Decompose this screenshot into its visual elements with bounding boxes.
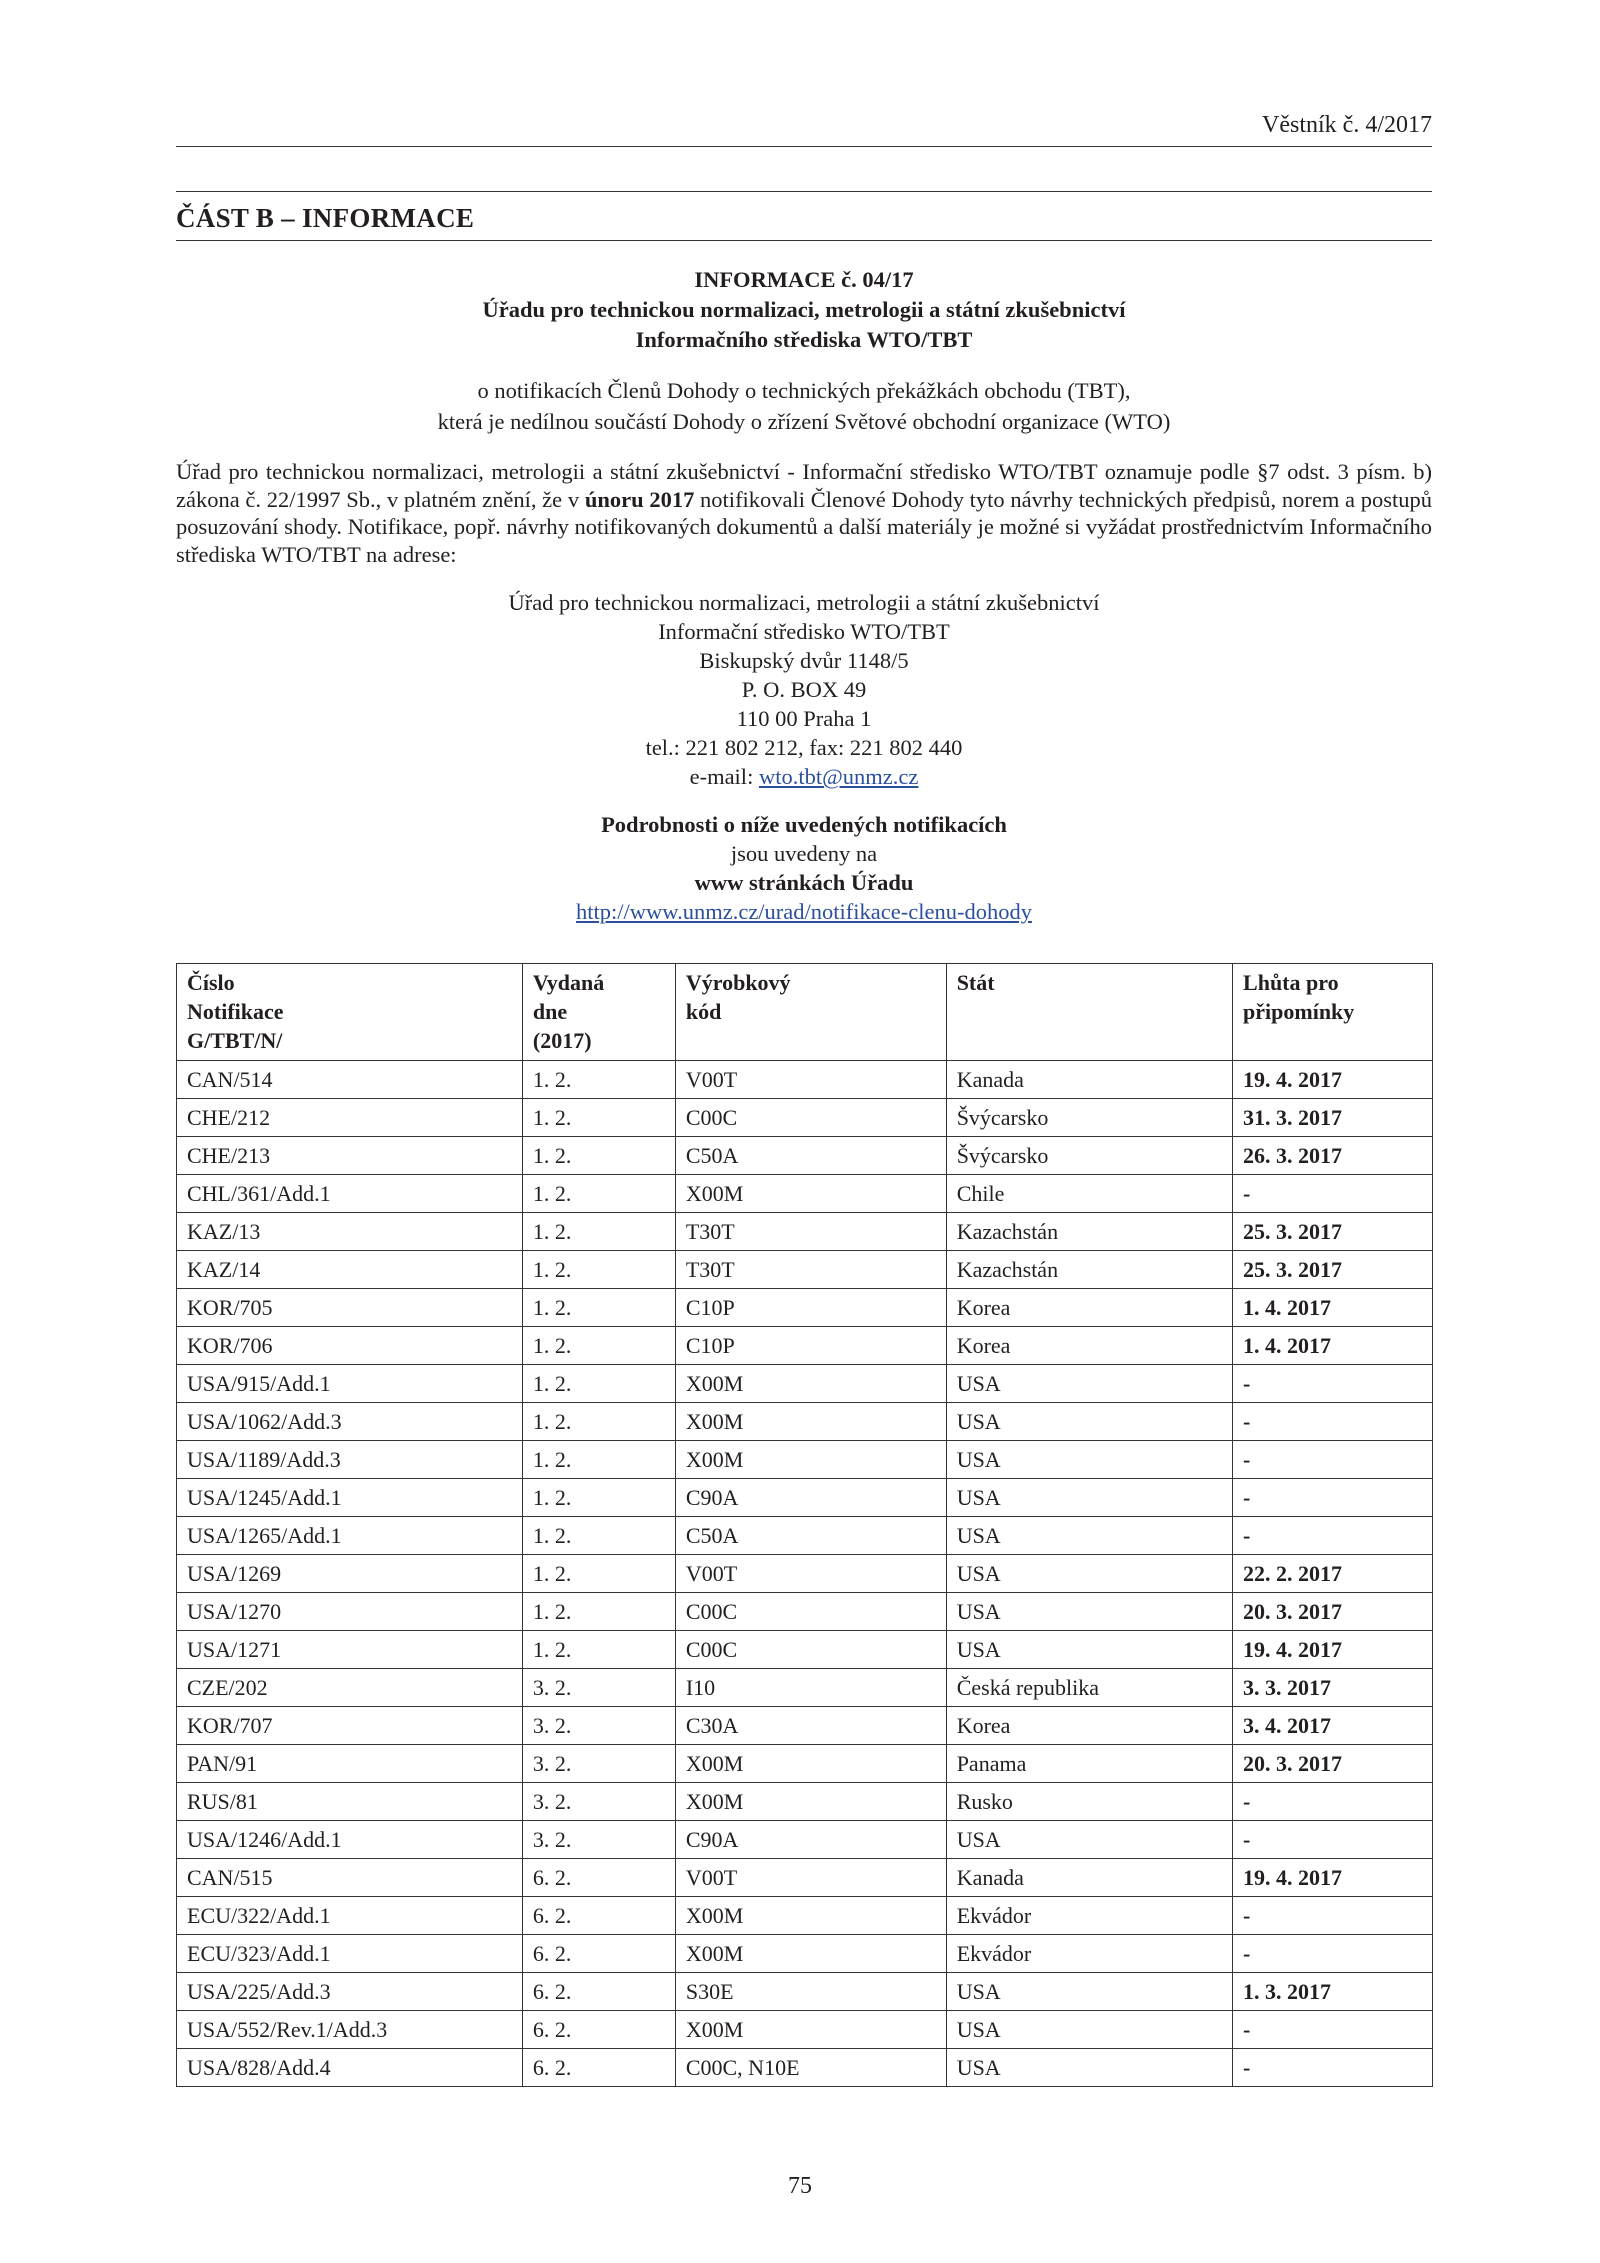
cell-product-code: C10P [675, 1289, 946, 1327]
table-row [177, 1403, 1433, 1441]
cell-product-code: V00T [675, 1061, 946, 1099]
cell-country: USA [946, 1365, 1232, 1403]
cell-country: USA [946, 1593, 1232, 1631]
cell-deadline: - [1233, 1783, 1433, 1821]
cell-notification: KOR/706 [177, 1327, 523, 1365]
cell-notification: KAZ/14 [177, 1251, 523, 1289]
table-row [177, 1935, 1433, 1973]
cell-product-code: X00M [675, 1441, 946, 1479]
cell-issued: 1. 2. [522, 1137, 675, 1175]
cell-issued: 1. 2. [522, 1213, 675, 1251]
cell-product-code: X00M [675, 1745, 946, 1783]
cell-deadline: 19. 4. 2017 [1233, 1631, 1433, 1669]
address-center: Informační středisko WTO/TBT [658, 619, 950, 644]
cell-deadline: - [1233, 1403, 1433, 1441]
cell-product-code: C00C, N10E [675, 2049, 946, 2087]
column-header-notification: Číslo Notifikace G/TBT/N/ [177, 964, 523, 1061]
cell-product-code: V00T [675, 1859, 946, 1897]
cell-product-code: C10P [675, 1327, 946, 1365]
info-title [176, 265, 1432, 355]
table-row [177, 1973, 1433, 2011]
cell-country: USA [946, 1973, 1232, 2011]
table-body [177, 1061, 1433, 2087]
cell-deadline: - [1233, 1517, 1433, 1555]
address-email-line [176, 762, 1432, 791]
running-header: Věstník č. 4/2017 [1262, 112, 1432, 138]
cell-deadline: 25. 3. 2017 [1233, 1213, 1433, 1251]
cell-deadline: 19. 4. 2017 [1233, 1061, 1433, 1099]
cell-notification: KAZ/13 [177, 1213, 523, 1251]
column-header-country: Stát [946, 964, 1232, 1061]
email-label: e-mail: [689, 764, 759, 789]
cell-product-code: X00M [675, 1897, 946, 1935]
cell-notification: KOR/705 [177, 1289, 523, 1327]
cell-deadline: 25. 3. 2017 [1233, 1251, 1433, 1289]
cell-issued: 1. 2. [522, 1403, 675, 1441]
cell-notification: USA/1269 [177, 1555, 523, 1593]
cell-deadline: - [1233, 1897, 1433, 1935]
table-row [177, 1821, 1433, 1859]
cell-notification: USA/1246/Add.1 [177, 1821, 523, 1859]
details-text: jsou uvedeny na [730, 841, 878, 866]
address-pobox: P. O. BOX 49 [741, 677, 867, 702]
cell-issued: 3. 2. [522, 1707, 675, 1745]
cell-product-code: C00C [675, 1593, 946, 1631]
cell-country: Korea [946, 1707, 1232, 1745]
table-row [177, 1555, 1433, 1593]
intro-text: notifikovali Členové Dohody tyto návrhy technických předpisů, norem a postupů posuzování shody. Notifikace, popř. návrhy notifikovaných dokumentů a další materiály je možné si vyžádat prostřednictvím Informačního střediska WTO/TBT na adrese: [176, 486, 1432, 567]
info-subtitle [176, 375, 1432, 437]
cell-country: USA [946, 1403, 1232, 1441]
cell-country: Panama [946, 1745, 1232, 1783]
cell-country: Korea [946, 1289, 1232, 1327]
cell-issued: 1. 2. [522, 1099, 675, 1137]
info-subtitle-line: o notifikacích Členů Dohody o technických překážkách obchodu (TBT), [477, 378, 1131, 403]
cell-deadline: 20. 3. 2017 [1233, 1745, 1433, 1783]
cell-product-code: X00M [675, 1365, 946, 1403]
cell-product-code: S30E [675, 1973, 946, 2011]
cell-country: Kanada [946, 1859, 1232, 1897]
cell-country: USA [946, 1517, 1232, 1555]
cell-deadline: - [1233, 1935, 1433, 1973]
cell-country: USA [946, 1555, 1232, 1593]
cell-issued: 1. 2. [522, 1593, 675, 1631]
cell-deadline: 31. 3. 2017 [1233, 1099, 1433, 1137]
table-row [177, 1593, 1433, 1631]
cell-issued: 1. 2. [522, 1061, 675, 1099]
table-header-row [177, 964, 1433, 1061]
cell-country: USA [946, 2049, 1232, 2087]
details-block [176, 810, 1432, 926]
table-row [177, 1669, 1433, 1707]
cell-deadline: 20. 3. 2017 [1233, 1593, 1433, 1631]
cell-country: Rusko [946, 1783, 1232, 1821]
intro-text: Úřad pro technickou normalizaci, metrologii a státní zkušebnictví - Informační středisko WTO/TBT oznamuje podle §7 odst. 3 písm. b) zákona č. 22/1997 Sb., v platném znění, že v [176, 459, 1432, 512]
column-header-deadline: Lhůta pro připomínky [1233, 964, 1433, 1061]
address-phone: tel.: 221 802 212, fax: 221 802 440 [645, 735, 963, 760]
details-website-label: www stránkách Úřadu [694, 870, 914, 895]
cell-issued: 3. 2. [522, 1745, 675, 1783]
cell-issued: 6. 2. [522, 1859, 675, 1897]
cell-notification: USA/1189/Add.3 [177, 1441, 523, 1479]
cell-deadline: 22. 2. 2017 [1233, 1555, 1433, 1593]
table-row [177, 2049, 1433, 2087]
cell-notification: CAN/514 [177, 1061, 523, 1099]
cell-country: Kazachstán [946, 1213, 1232, 1251]
cell-notification: ECU/323/Add.1 [177, 1935, 523, 1973]
table-row [177, 1251, 1433, 1289]
cell-notification: CAN/515 [177, 1859, 523, 1897]
cell-notification: CHL/361/Add.1 [177, 1175, 523, 1213]
details-url-link[interactable]: http://www.unmz.cz/urad/notifikace-clenu-dohody [576, 899, 1032, 924]
table-row [177, 1289, 1433, 1327]
cell-issued: 6. 2. [522, 1973, 675, 2011]
table-row [177, 1441, 1433, 1479]
section-title: ČÁST B – INFORMACE [176, 203, 475, 233]
table-row [177, 1137, 1433, 1175]
cell-issued: 1. 2. [522, 1365, 675, 1403]
cell-country: USA [946, 1479, 1232, 1517]
info-title-center: Informačního střediska WTO/TBT [635, 327, 973, 352]
cell-product-code: C30A [675, 1707, 946, 1745]
page-number: 75 [788, 2173, 812, 2199]
cell-product-code: I10 [675, 1669, 946, 1707]
address-office: Úřad pro technickou normalizaci, metrologii a státní zkušebnictví [508, 590, 1100, 615]
cell-notification: USA/1265/Add.1 [177, 1517, 523, 1555]
table-row [177, 1897, 1433, 1935]
cell-issued: 1. 2. [522, 1479, 675, 1517]
cell-issued: 6. 2. [522, 1897, 675, 1935]
section-rule-top [176, 191, 1432, 192]
table-row [177, 1745, 1433, 1783]
cell-product-code: C00C [675, 1631, 946, 1669]
intro-paragraph [176, 458, 1432, 568]
cell-notification: CHE/213 [177, 1137, 523, 1175]
cell-product-code: C50A [675, 1137, 946, 1175]
cell-notification: PAN/91 [177, 1745, 523, 1783]
cell-country: Kanada [946, 1061, 1232, 1099]
cell-product-code: C90A [675, 1479, 946, 1517]
info-subtitle-line: která je nedílnou součástí Dohody o zřízení Světové obchodní organizace (WTO) [437, 409, 1171, 434]
cell-issued: 6. 2. [522, 2011, 675, 2049]
cell-notification: USA/225/Add.3 [177, 1973, 523, 2011]
cell-product-code: X00M [675, 1783, 946, 1821]
address-street: Biskupský dvůr 1148/5 [699, 648, 909, 673]
table-row [177, 1783, 1433, 1821]
cell-issued: 1. 2. [522, 1517, 675, 1555]
cell-issued: 3. 2. [522, 1669, 675, 1707]
cell-deadline: 1. 3. 2017 [1233, 1973, 1433, 2011]
cell-country: USA [946, 1821, 1232, 1859]
cell-deadline: - [1233, 2049, 1433, 2087]
cell-deadline: - [1233, 1441, 1433, 1479]
column-header-product-code: Výrobkový kód [675, 964, 946, 1061]
cell-notification: USA/1271 [177, 1631, 523, 1669]
cell-issued: 6. 2. [522, 2049, 675, 2087]
cell-product-code: T30T [675, 1213, 946, 1251]
cell-issued: 1. 2. [522, 1289, 675, 1327]
cell-deadline: 3. 3. 2017 [1233, 1669, 1433, 1707]
cell-notification: ECU/322/Add.1 [177, 1897, 523, 1935]
table-row [177, 1099, 1433, 1137]
cell-issued: 3. 2. [522, 1783, 675, 1821]
cell-deadline: - [1233, 1175, 1433, 1213]
column-header-issued: Vydaná dne (2017) [522, 964, 675, 1061]
email-link[interactable]: wto.tbt@unmz.cz [758, 764, 919, 789]
cell-deadline: - [1233, 1821, 1433, 1859]
address-city: 110 00 Praha 1 [736, 706, 872, 731]
table-row [177, 1175, 1433, 1213]
cell-notification: USA/1062/Add.3 [177, 1403, 523, 1441]
cell-country: Korea [946, 1327, 1232, 1365]
cell-country: USA [946, 1631, 1232, 1669]
cell-product-code: X00M [675, 1403, 946, 1441]
section-rule-bottom [176, 240, 1432, 241]
table-row [177, 1061, 1433, 1099]
info-title-office: Úřadu pro technickou normalizaci, metrologii a státní zkušebnictví [482, 297, 1126, 322]
cell-country: Švýcarsko [946, 1099, 1232, 1137]
intro-month: únoru 2017 [584, 486, 695, 512]
cell-product-code: C00C [675, 1099, 946, 1137]
cell-notification: USA/1245/Add.1 [177, 1479, 523, 1517]
cell-deadline: 26. 3. 2017 [1233, 1137, 1433, 1175]
cell-issued: 6. 2. [522, 1935, 675, 1973]
cell-deadline: 3. 4. 2017 [1233, 1707, 1433, 1745]
table-row [177, 1517, 1433, 1555]
cell-notification: KOR/707 [177, 1707, 523, 1745]
cell-issued: 1. 2. [522, 1175, 675, 1213]
cell-issued: 1. 2. [522, 1631, 675, 1669]
cell-product-code: C50A [675, 1517, 946, 1555]
table-row [177, 1327, 1433, 1365]
cell-country: Chile [946, 1175, 1232, 1213]
table-row [177, 1365, 1433, 1403]
details-heading: Podrobnosti o níže uvedených notifikacích [601, 812, 1007, 837]
cell-product-code: T30T [675, 1251, 946, 1289]
cell-product-code: X00M [675, 1935, 946, 1973]
table-row [177, 1707, 1433, 1745]
cell-deadline: 19. 4. 2017 [1233, 1859, 1433, 1897]
cell-notification: CZE/202 [177, 1669, 523, 1707]
cell-notification: USA/915/Add.1 [177, 1365, 523, 1403]
table-row [177, 2011, 1433, 2049]
cell-notification: USA/1270 [177, 1593, 523, 1631]
notifications-table [176, 963, 1433, 2087]
cell-product-code: X00M [675, 2011, 946, 2049]
cell-issued: 3. 2. [522, 1821, 675, 1859]
table-row [177, 1859, 1433, 1897]
cell-deadline: - [1233, 1365, 1433, 1403]
table-row [177, 1479, 1433, 1517]
cell-issued: 1. 2. [522, 1441, 675, 1479]
cell-country: Švýcarsko [946, 1137, 1232, 1175]
cell-country: USA [946, 2011, 1232, 2049]
cell-notification: RUS/81 [177, 1783, 523, 1821]
table-row [177, 1213, 1433, 1251]
cell-deadline: 1. 4. 2017 [1233, 1289, 1433, 1327]
cell-product-code: C90A [675, 1821, 946, 1859]
cell-notification: CHE/212 [177, 1099, 523, 1137]
cell-country: Kazachstán [946, 1251, 1232, 1289]
cell-country: Ekvádor [946, 1935, 1232, 1973]
cell-product-code: V00T [675, 1555, 946, 1593]
cell-notification: USA/828/Add.4 [177, 2049, 523, 2087]
address-block [176, 588, 1432, 791]
table-row [177, 1631, 1433, 1669]
cell-issued: 1. 2. [522, 1327, 675, 1365]
header-rule [176, 146, 1432, 147]
cell-deadline: 1. 4. 2017 [1233, 1327, 1433, 1365]
cell-country: USA [946, 1441, 1232, 1479]
cell-deadline: - [1233, 1479, 1433, 1517]
info-title-number: INFORMACE č. 04/17 [694, 267, 914, 292]
cell-country: Česká republika [946, 1669, 1232, 1707]
cell-issued: 1. 2. [522, 1251, 675, 1289]
cell-deadline: - [1233, 2011, 1433, 2049]
cell-country: Ekvádor [946, 1897, 1232, 1935]
cell-product-code: X00M [675, 1175, 946, 1213]
cell-issued: 1. 2. [522, 1555, 675, 1593]
cell-notification: USA/552/Rev.1/Add.3 [177, 2011, 523, 2049]
details-url-line [176, 897, 1432, 926]
